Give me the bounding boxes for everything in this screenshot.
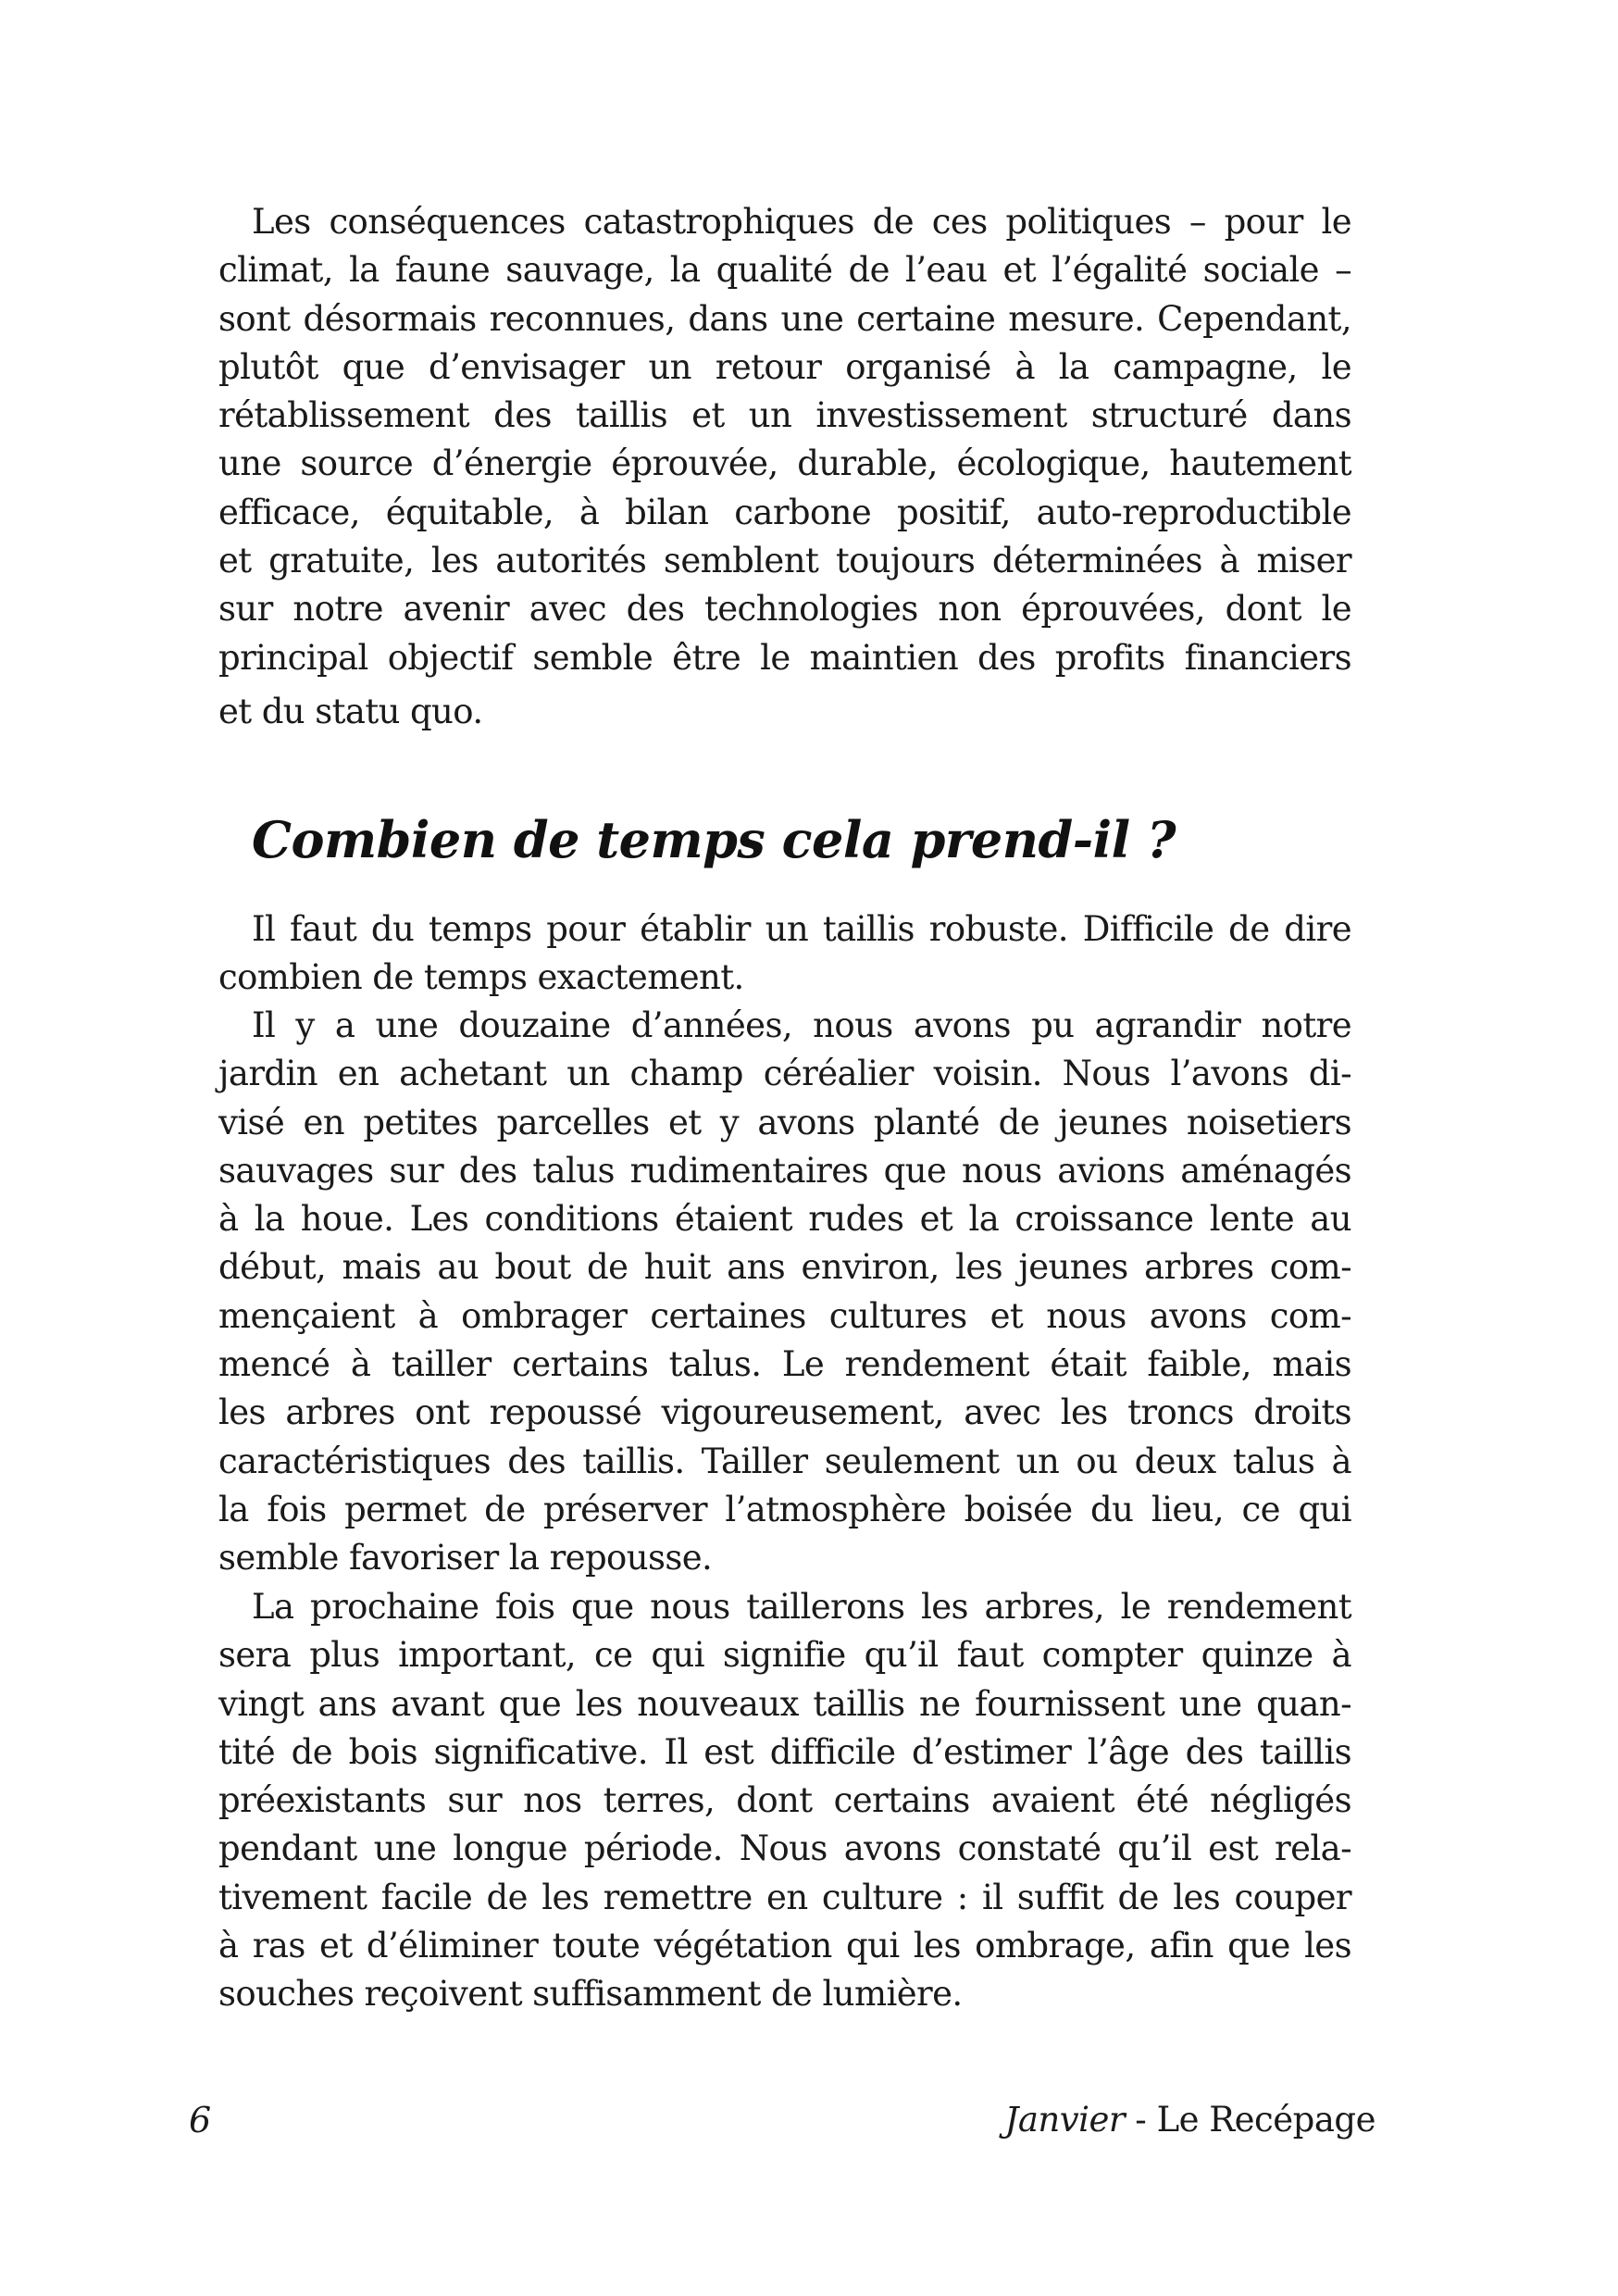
text-line: rétablissement des taillis et un investissement structuré dans [218,395,1351,436]
text-line: tivement facile de les remettre en culture : il suffit de les couper [218,1877,1351,1917]
text-line: sauvages sur des talus rudimentaires que nous avions aménagés [218,1150,1351,1191]
footer-separator: - [1125,2100,1157,2140]
text-line: les arbres ont repoussé vigoureusement, avec les troncs droits [218,1392,1351,1433]
text-line: tité de bois significative. Il est difficile d’estimer l’âge des taillis [218,1731,1351,1772]
text-line: Les conséquences catastrophiques de ces politiques – pour le [252,202,1351,242]
text-line: combien de temps exactement. [218,957,744,998]
text-line: visé en petites parcelles et y avons planté de jeunes noisetiers [218,1102,1351,1142]
text-line: efficace, équitable, à bilan carbone positif, auto-reproductible [218,492,1351,532]
text-line: mençaient à ombrager certaines cultures et nous avons com- [218,1295,1351,1336]
paragraph-3 [218,1002,1351,1583]
text-line: semble favoriser la repousse. [218,1538,713,1578]
paragraph-2 [218,905,1351,1003]
running-footer [1004,2100,1375,2140]
text-line: sera plus important, ce qui signifie qu’il faut compter quinze à [218,1635,1351,1676]
text-line: une source d’énergie éprouvée, durable, écologique, hautement [218,443,1351,484]
footer-chapter: Janvier [1004,2100,1126,2140]
text-line: mencé à tailler certains talus. Le rendement était faible, mais [218,1344,1351,1385]
section-heading: Combien de temps cela prend-il ? [252,810,1176,869]
text-line: principal objectif semble être le maintien des profits financiers [218,637,1351,678]
text-line: souches reçoivent suffisamment de lumière. [218,1974,963,2015]
page-number: 6 [189,2100,212,2140]
text-line: Il faut du temps pour établir un taillis robuste. Difficile de dire [252,909,1351,949]
text-line: et gratuite, les autorités semblent toujours déterminées à miser [218,541,1351,581]
paragraph-4 [218,1583,1351,2019]
text-line: plutôt que d’envisager un retour organisé à la campagne, le [218,346,1351,387]
text-line: jardin en achetant un champ céréalier voisin. Nous l’avons di- [218,1054,1351,1094]
text-line: pendant une longue période. Nous avons constaté qu’il est rela- [218,1828,1351,1869]
text-line: préexistants sur nos terres, dont certains avaient été négligés [218,1780,1351,1821]
text-line: La prochaine fois que nous taillerons les arbres, le rendement [252,1587,1351,1627]
text-line: sont désormais reconnues, dans une certaine mesure. Cependant, [218,298,1351,339]
text-line: à la houe. Les conditions étaient rudes et la croissance lente au [218,1199,1351,1240]
text-line: et du statu quo. [218,691,483,731]
text-line: Il y a une douzaine d’années, nous avons pu agrandir notre [252,1005,1351,1045]
text-line: sur notre avenir avec des technologies non éprouvées, dont le [218,589,1351,630]
paragraph-intro [218,198,1351,736]
text-line: caractéristiques des taillis. Tailler seulement un ou deux talus à [218,1441,1351,1481]
text-line: la fois permet de préserver l’atmosphère boisée du lieu, ce qui [218,1489,1351,1529]
text-line: début, mais au bout de huit ans environ, les jeunes arbres com- [218,1247,1351,1288]
footer-section: Le Recépage [1156,2100,1375,2140]
text-line: climat, la faune sauvage, la qualité de l’eau et l’égalité sociale – [218,250,1351,291]
text-line: vingt ans avant que les nouveaux taillis ne fournissent une quan- [218,1683,1351,1724]
text-line: à ras et d’éliminer toute végétation qui les ombrage, afin que les [218,1926,1351,1966]
